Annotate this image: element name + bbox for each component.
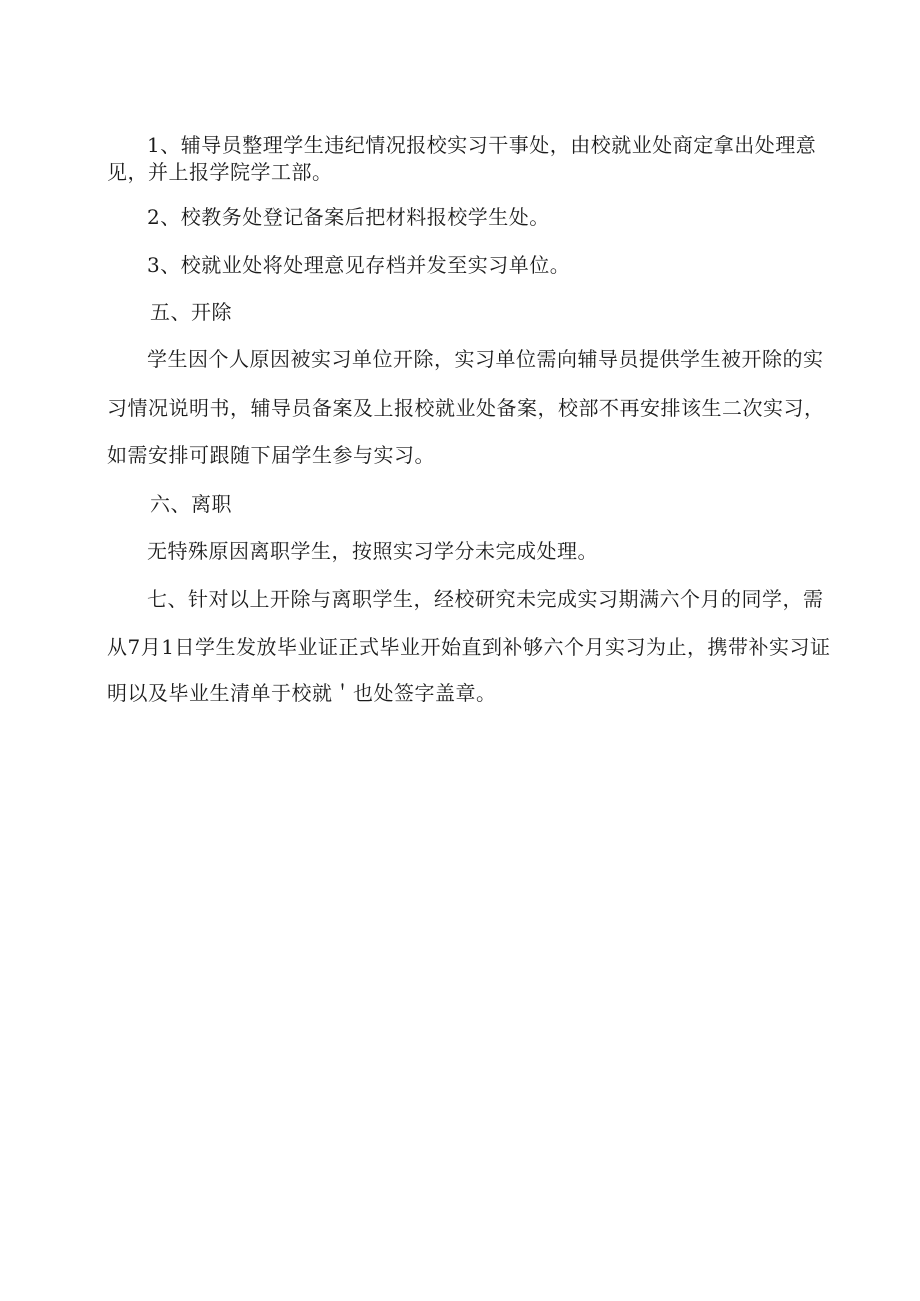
expulsion-line-3: 如需安排可跟随下届学生参与实习。 xyxy=(107,443,435,467)
expulsion-line-1: 学生因个人原因被实习单位开除，实习单位需向辅导员提供学生被开除的实 xyxy=(147,347,824,371)
resignation-text: 无特殊原因离职学生，按照实习学分未完成处理。 xyxy=(147,539,598,563)
paragraph-1-line-2: 见，并上报学院学工部。 xyxy=(107,160,333,184)
section-7-line-2: 从7月1日学生发放毕业证正式毕业开始直到补够六个月实习为止，携带补实习证 xyxy=(107,635,831,659)
expulsion-line-2: 习情况说明书，辅导员备案及上报校就业处备案，校部不再安排该生二次实习， xyxy=(107,396,825,420)
paragraph-3: 3、校就业处将处理意见存档并发至实习单位。 xyxy=(147,253,571,277)
section-7-line-1: 七、针对以上开除与离职学生，经校研究未完成实习期满六个月的同学，需 xyxy=(147,587,824,611)
paragraph-1-line-1: 1、辅导员整理学生违纪情况报校实习干事处，由校就业处商定拿出处理意 xyxy=(147,133,817,157)
section-7-line-3: 明以及毕业生清单于校就＇也处签字盖章。 xyxy=(107,681,497,705)
paragraph-2: 2、校教务处登记备案后把材料报校学生处。 xyxy=(147,205,550,229)
heading-expulsion: 五、开除 xyxy=(150,300,232,324)
heading-resignation: 六、离职 xyxy=(150,492,232,516)
